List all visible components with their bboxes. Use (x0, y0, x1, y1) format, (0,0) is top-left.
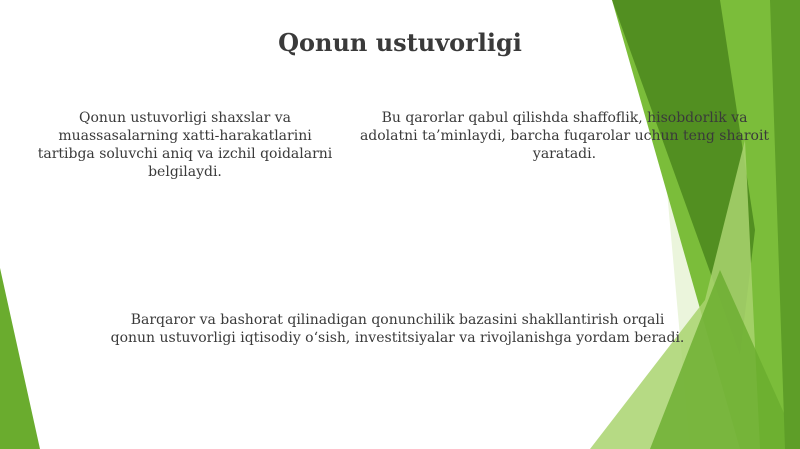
paragraph-bottom: Barqaror va bashorat qilinadigan qonunchilik bazasini shakllantirish orqali qonun ustuvorligi iqtisodiy o‘sish, investitsiyalar va rivojlanishga yordam beradi. (110, 312, 685, 346)
left-green-sliver (0, 268, 40, 449)
slide-title: Qonun ustuvorligi (278, 28, 522, 57)
paragraph-left: Qonun ustuvorligi shaxslar va muassasalarning xatti-harakatlarini tartibga soluvchi aniq va izchil qoidalarni belgilaydi. (37, 110, 333, 180)
paragraph-right: Bu qarorlar qabul qilishda shaffoflik, hisobdorlik va adolatni ta’minlaydi, barcha fuqarolar uchun teng sharoit yaratadi. (359, 110, 770, 162)
